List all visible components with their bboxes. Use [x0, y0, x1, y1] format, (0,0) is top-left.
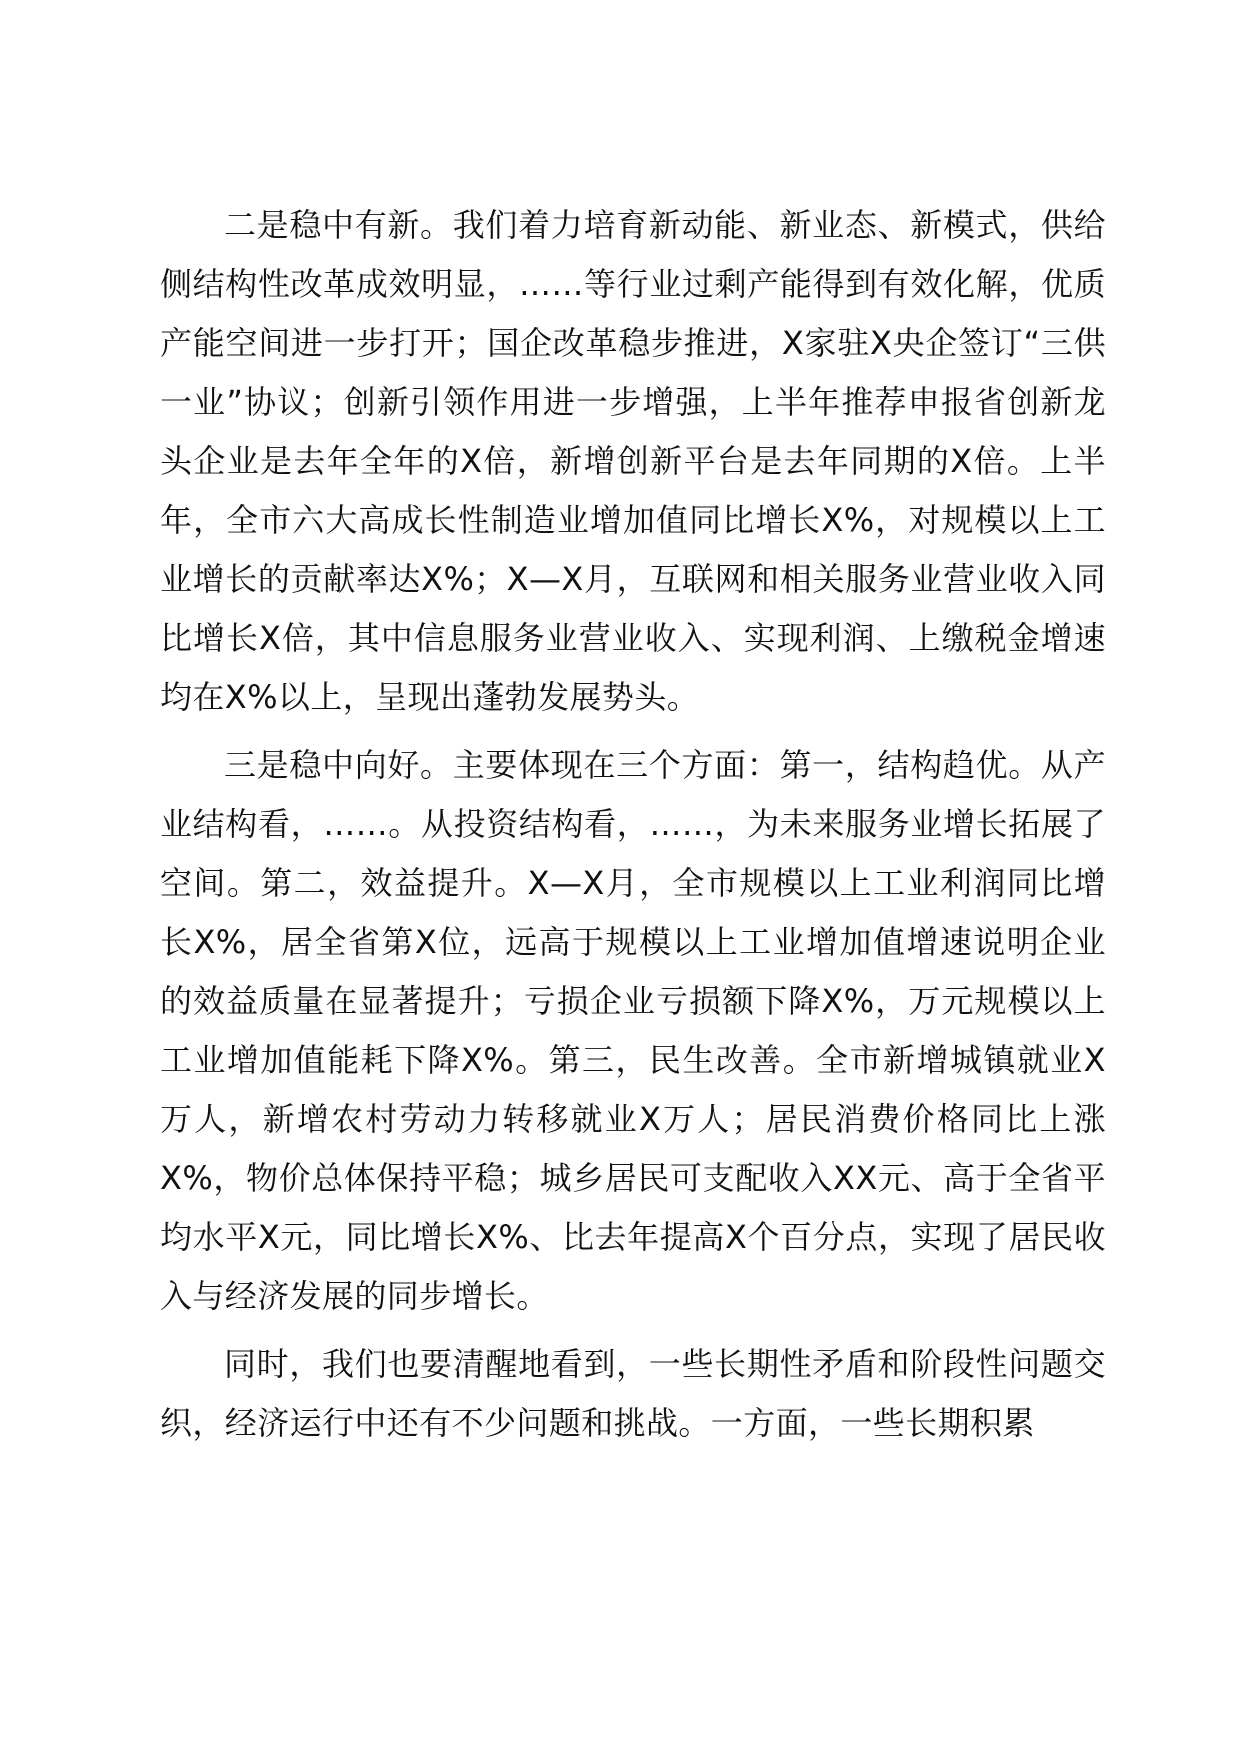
- document-body: [160, 196, 1106, 1462]
- paragraph-stable-and-improving: 三是稳中向好。主要体现在三个方面：第一，结构趋优。从产业结构看，……。从投资结构看，……，为未来服务业增长拓展了空间。第二，效益提升。X—X月，全市规模以上工业利润同比增长X%，居全省第X位，远高于规模以上工业增加值增速说明企业的效益质量在显著提升；亏损企业亏损额下降X%，万元规模以上工业增加值能耗下降X%。第三，民生改善。全市新增城镇就业X万人，新增农村劳动力转移就业X万人；居民消费价格同比上涨X%，物价总体保持平稳；城乡居民可支配收入XX元、高于全省平均水平X元，同比增长X%、比去年提高X个百分点，实现了居民收入与经济发展的同步增长。: [160, 746, 1106, 1315]
- paragraph-challenges: 同时，我们也要清醒地看到，一些长期性矛盾和阶段性问题交织，经济运行中还有不少问题和挑战。一方面，一些长期积累: [160, 1345, 1106, 1442]
- paragraph-stable-with-new: 二是稳中有新。我们着力培育新动能、新业态、新模式，供给侧结构性改革成效明显，……等行业过剩产能得到有效化解，优质产能空间进一步打开；国企改革稳步推进，X家驻X央企签订“三供一业”协议；创新引领作用进一步增强，上半年推荐申报省创新龙头企业是去年全年的X倍，新增创新平台是去年同期的X倍。上半年，全市六大高成长性制造业增加值同比增长X%，对规模以上工业增长的贡献率达X%；X—X月，互联网和相关服务业营业收入同比增长X倍，其中信息服务业营业收入、实现利润、上缴税金增速均在X%以上，呈现出蓬勃发展势头。: [160, 206, 1106, 716]
